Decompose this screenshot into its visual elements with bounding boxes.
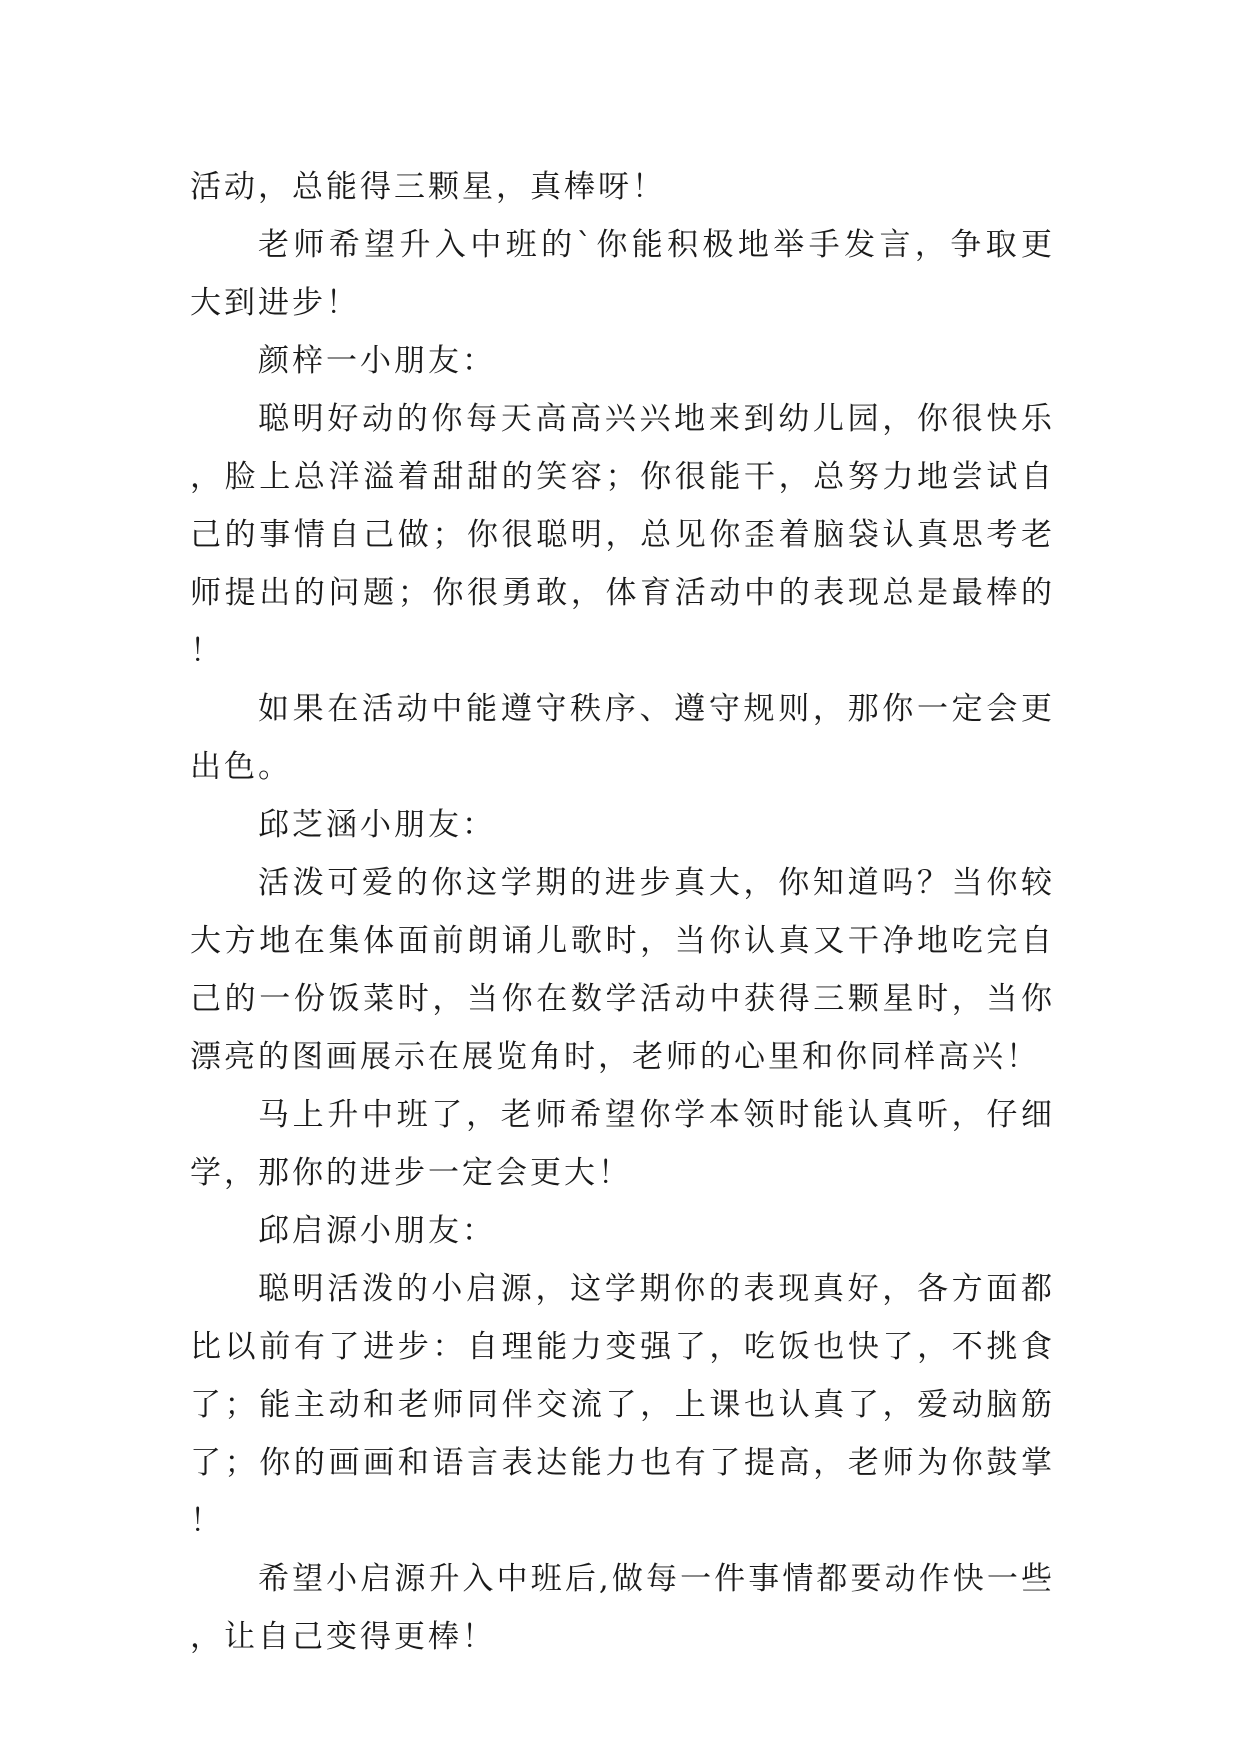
paragraph-hope-speak-up: 老师希望升入中班的`你能积极地举手发言，争取更大到进步！	[190, 227, 1055, 321]
heading-yan-ziyi: 颜梓一小朋友：	[258, 343, 496, 379]
paragraph-yan-ziyi-hope: 如果在活动中能遵守秩序、遵守规则，那你一定会更出色。	[190, 691, 1055, 785]
paragraph-qiu-zhihan-comment: 活泼可爱的你这学期的进步真大，你知道吗？当你较大方地在集体面前朗诵儿歌时，当你认真又干净地吃完自己的一份饭菜时，当你在数学活动中获得三颗星时，当你漂亮的图画展示在展览角时，老师的心里和你同样高兴！	[190, 865, 1055, 1075]
paragraph-continuation: 活动，总能得三颗星，真棒呀！	[190, 169, 666, 205]
paragraph-qiu-zhihan-hope: 马上升中班了，老师希望你学本领时能认真听，仔细学，那你的进步一定会更大！	[190, 1097, 1055, 1191]
heading-qiu-qiyuan: 邱启源小朋友：	[258, 1213, 496, 1249]
paragraph-qiu-qiyuan-hope: 希望小启源升入中班后,做每一件事情都要动作快一些，让自己变得更棒！	[190, 1561, 1055, 1655]
document-body	[190, 158, 1055, 1666]
heading-qiu-zhihan: 邱芝涵小朋友：	[258, 807, 496, 843]
paragraph-yan-ziyi-comment: 聪明好动的你每天高高兴兴地来到幼儿园，你很快乐，脸上总洋溢着甜甜的笑容；你很能干，总努力地尝试自己的事情自己做；你很聪明，总见你歪着脑袋认真思考老师提出的问题；你很勇敢，体育活动中的表现总是最棒的！	[190, 401, 1055, 669]
paragraph-qiu-qiyuan-comment: 聪明活泼的小启源，这学期你的表现真好，各方面都比以前有了进步：自理能力变强了，吃饭也快了，不挑食了；能主动和老师同伴交流了，上课也认真了，爱动脑筋了；你的画画和语言表达能力也有了提高，老师为你鼓掌！	[190, 1271, 1055, 1539]
